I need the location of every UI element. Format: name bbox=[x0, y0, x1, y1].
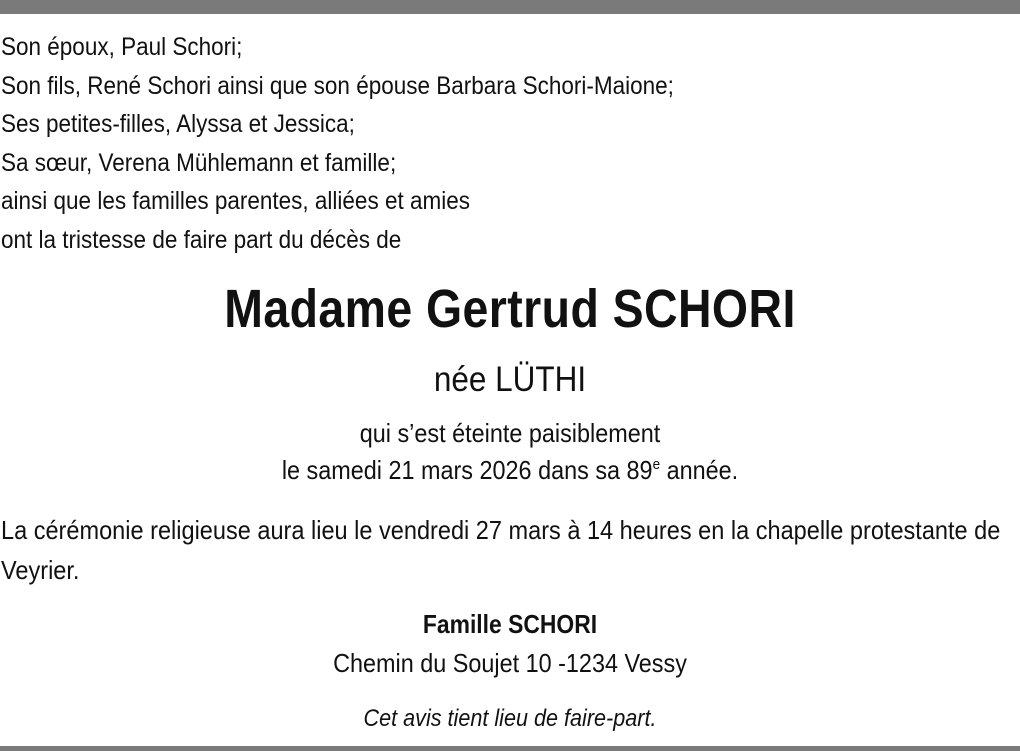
family-line-granddaughters: Ses petites-filles, Alyssa et Jessica; bbox=[1, 110, 355, 138]
passing-date bbox=[51, 452, 969, 488]
closing-note: Cet avis tient lieu de faire-part. bbox=[363, 705, 657, 732]
family-line-sister: Sa sœur, Verena Mühlemann et famille; bbox=[1, 148, 397, 177]
passing-date-tail: année. bbox=[660, 455, 739, 485]
top-border-rule bbox=[0, 0, 1020, 14]
family-line-announcement: ont la tristesse de faire part du décès de bbox=[1, 225, 402, 254]
ceremony-details: La cérémonie religieuse aura lieu le vendredi 27 mars à 14 heures en la chapelle protestante de Veyrier. bbox=[1, 515, 1001, 585]
passing-date-text: le samedi 21 mars 2026 dans sa 89 bbox=[281, 455, 653, 485]
passing-statement: qui s’est éteinte paisiblement bbox=[359, 418, 661, 448]
deceased-maiden-name: née LÜTHI bbox=[433, 360, 587, 399]
deceased-name: Madame Gertrud SCHORI bbox=[224, 279, 796, 339]
ordinal-suffix: e bbox=[652, 456, 661, 473]
family-line-son: Son fils, René Schori ainsi que son épouse Barbara Schori-Maione; bbox=[1, 71, 674, 100]
family-line-relatives: ainsi que les familles parentes, alliées et amies bbox=[1, 187, 470, 215]
signature-family: Famille SCHORI bbox=[422, 609, 598, 639]
bereaved-family-list bbox=[1, 28, 915, 259]
signature-address: Chemin du Soujet 10 -1234 Vessy bbox=[333, 648, 687, 678]
bottom-border-rule bbox=[0, 746, 1020, 751]
family-line-spouse: Son époux, Paul Schori; bbox=[1, 33, 243, 61]
